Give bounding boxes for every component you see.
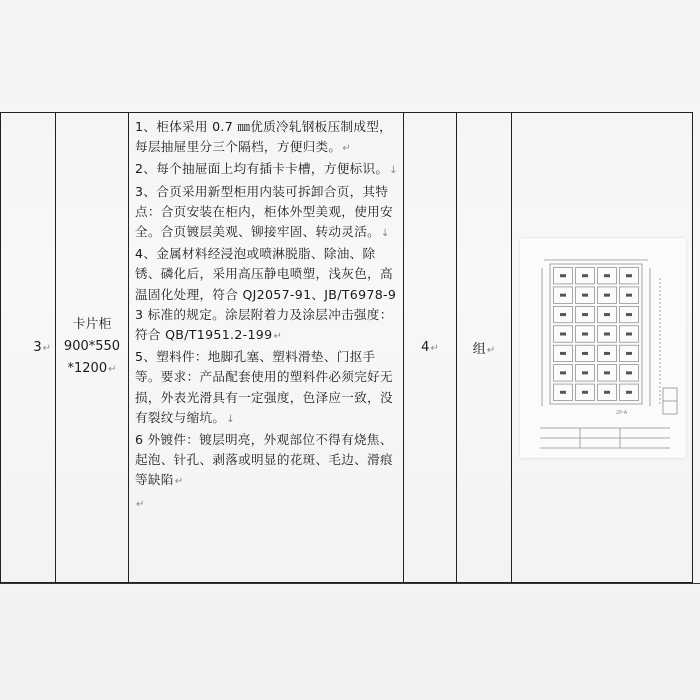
drawer-card-slot <box>582 352 588 355</box>
drawer-card-slot <box>582 313 588 316</box>
paragraph-mark: ↵ <box>273 331 283 343</box>
cabinet-drawing-photo <box>520 238 686 458</box>
paragraph-mark: ↵ <box>136 498 145 510</box>
drawer-card-slot <box>560 333 566 336</box>
drawer-card-slot <box>626 391 632 394</box>
quantity-cell <box>404 113 457 583</box>
table-bottom-border <box>0 583 700 584</box>
drawer-card-slot <box>626 274 632 277</box>
drawer-card-slot <box>582 274 588 277</box>
line-break-mark: ↓ <box>380 228 390 240</box>
product-size-b: *1200 <box>67 361 108 376</box>
drawer-card-slot <box>560 274 566 277</box>
spec-line-3: 3、合页采用新型柜用内装可拆卸合页，其特点：合页安装在柜内，柜体外型美观，使用安全。合页镀层美观、铆接牢固、转动灵活。 <box>135 183 393 240</box>
drawer-card-slot <box>560 371 566 374</box>
drawer-card-slot <box>604 391 610 394</box>
drawer-card-slot <box>626 294 632 297</box>
product-size-a: 900*550 <box>63 339 121 354</box>
drawer-card-slot <box>626 313 632 316</box>
paragraph-mark: ↵ <box>174 476 184 488</box>
row-number: 3 <box>33 340 42 355</box>
paragraph-mark: ↵ <box>42 343 51 354</box>
row-number-cell <box>1 113 56 583</box>
unit-cell <box>457 113 512 583</box>
spec-line-5: 5、塑料件：地脚孔塞、塑料滑垫、门抠手等。要求：产品配套使用的塑料件必须完好无损，外表光滑具有一定强度，色泽应一致，没有裂纹与缩坑。 <box>135 349 393 425</box>
paragraph-mark: ↵ <box>486 345 496 356</box>
paragraph-mark: ↵ <box>342 143 351 155</box>
line-break-mark: ↓ <box>226 413 235 425</box>
unit: 组 <box>472 342 486 357</box>
drawer-card-slot <box>604 313 610 316</box>
spec-line-1: 1、柜体采用 0.7 ㎜优质冷轧钢板压制成型，每层抽屉里分三个隔档，方便归类。 <box>135 119 393 155</box>
product-name: 卡片柜 <box>72 317 112 332</box>
drawer-card-slot <box>582 333 588 336</box>
drawer-card-slot <box>604 294 610 297</box>
spec-line-6: 6 外镀件：镀层明亮，外观部位不得有烧焦、起泡、针孔、剥落或明显的花斑、毛边、滑痕等缺陷 <box>135 432 393 488</box>
quantity: 4 <box>421 340 430 355</box>
drawer-card-slot <box>604 352 610 355</box>
drawer-card-slot <box>560 352 566 355</box>
spec-line-2: 2、每个抽屉面上均有插卡卡槽，方便标识。 <box>135 161 389 177</box>
drawer-card-slot <box>582 391 588 394</box>
specification-cell <box>129 113 404 583</box>
svg-text:2P-A: 2P-A <box>616 410 628 416</box>
paragraph-mark: ↵ <box>108 364 117 375</box>
drawer-card-slot <box>626 371 632 374</box>
paragraph-mark: ↵ <box>430 343 439 354</box>
drawer-card-slot <box>604 333 610 336</box>
specification-text <box>135 117 399 515</box>
drawer-card-slot <box>604 274 610 277</box>
drawer-card-slot <box>626 333 632 336</box>
drawer-card-slot <box>560 294 566 297</box>
spec-line-4: 4、金属材料经浸泡或喷淋脱脂、除油、除锈、磷化后，采用高压静电喷塑，浅灰色，高温固化处理，符合 QJ2057-91、JB/T6978-93 标准的规定。涂层附着力及涂层冲击强度：符合 QB/T1951.2-199 <box>135 246 397 343</box>
drawer-card-slot <box>560 391 566 394</box>
drawer-card-slot <box>560 313 566 316</box>
product-name-cell <box>56 113 129 583</box>
drawer-card-slot <box>582 371 588 374</box>
cabinet-drawing <box>520 238 686 458</box>
drawer-card-slot <box>604 371 610 374</box>
drawer-card-slot <box>582 294 588 297</box>
line-break-mark: ↓ <box>389 165 398 177</box>
drawer-card-slot <box>626 352 632 355</box>
